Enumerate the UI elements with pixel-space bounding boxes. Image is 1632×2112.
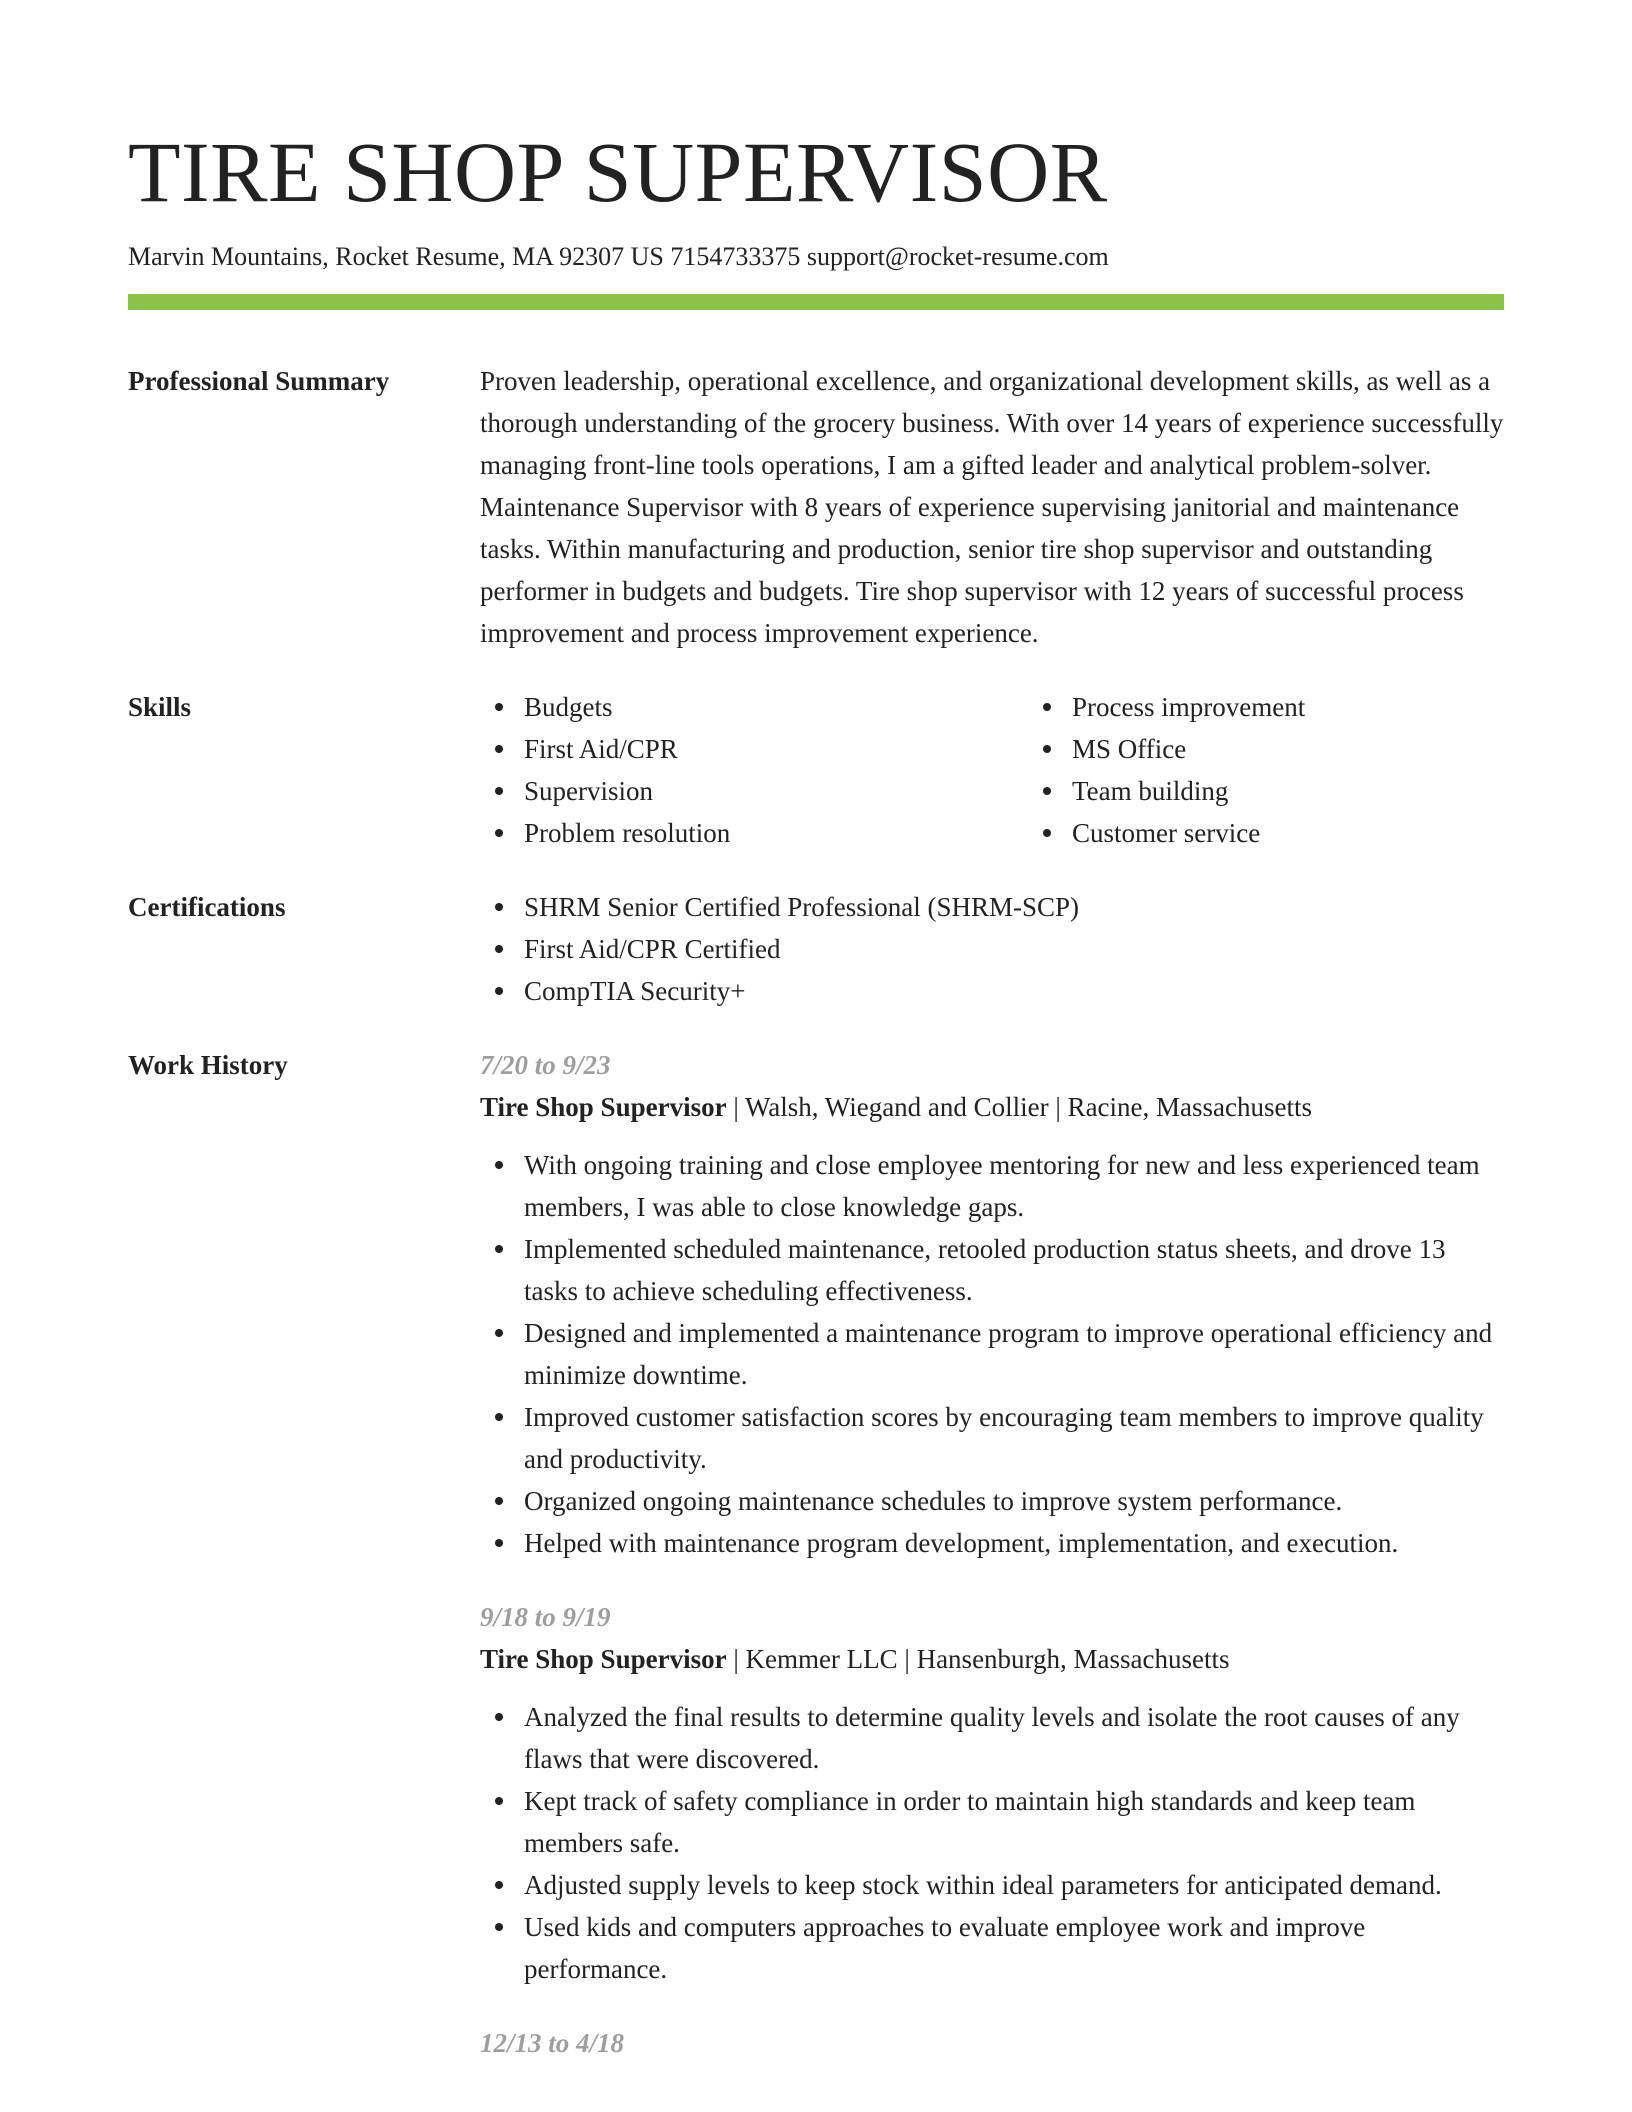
summary-section: [128, 360, 1504, 654]
section-heading: Certifications: [128, 892, 286, 922]
resume-page: [128, 120, 1504, 2064]
job-heading: [480, 1638, 1504, 1680]
section-heading: Work History: [128, 1050, 288, 1080]
contact-line: Marvin Mountains, Rocket Resume, MA 92307 US 7154733375 support@rocket-resume.com: [128, 242, 1109, 271]
certification-item: First Aid/CPR Certified: [524, 928, 1504, 970]
job-bullet: Used kids and computers approaches to evaluate employee work and improve performance.: [524, 1906, 1504, 1990]
job-bullet: With ongoing training and close employee mentoring for new and less experienced team members, I was able to close knowledge gaps.: [524, 1144, 1504, 1228]
skill-item: Customer service: [1072, 812, 1576, 854]
certifications-list: [480, 886, 1504, 1012]
skill-item: Team building: [1072, 770, 1576, 812]
skill-item: Problem resolution: [524, 812, 1028, 854]
job-bullets: [480, 1144, 1504, 1564]
resume-title: TIRE SHOP SUPERVISOR: [128, 124, 1108, 220]
skills-grid: [480, 686, 1576, 854]
job-entry: [480, 1596, 1504, 1990]
certifications-section: [128, 886, 1504, 1012]
job-bullet: Improved customer satisfaction scores by encouraging team members to improve quality and productivity.: [524, 1396, 1504, 1480]
job-bullet: Designed and implemented a maintenance program to improve operational efficiency and minimize downtime.: [524, 1312, 1504, 1396]
skills-list-left: [480, 686, 1028, 854]
job-title: Tire Shop Supervisor: [480, 1644, 727, 1674]
certification-item: SHRM Senior Certified Professional (SHRM-SCP): [524, 886, 1504, 928]
skill-item: Budgets: [524, 686, 1028, 728]
job-bullet: Helped with maintenance program development, implementation, and execution.: [524, 1522, 1504, 1564]
skills-section: [128, 686, 1504, 854]
job-bullet: Analyzed the final results to determine quality levels and isolate the root causes of any flaws that were discovered.: [524, 1696, 1504, 1780]
job-bullet: Kept track of safety compliance in order to maintain high standards and keep team members safe.: [524, 1780, 1504, 1864]
job-date: 7/20 to 9/23: [480, 1050, 611, 1080]
job-bullets: [480, 1696, 1504, 1990]
section-heading: Skills: [128, 692, 192, 722]
skill-item: Process improvement: [1072, 686, 1576, 728]
job-bullet: Adjusted supply levels to keep stock within ideal parameters for anticipated demand.: [524, 1864, 1504, 1906]
section-heading: Professional Summary: [128, 366, 390, 396]
job-date: 9/18 to 9/19: [480, 1602, 611, 1632]
job-details: | Kemmer LLC | Hansenburgh, Massachusetts: [726, 1644, 1230, 1674]
job-title: Tire Shop Supervisor: [480, 1092, 727, 1122]
job-bullet: Organized ongoing maintenance schedules to improve system performance.: [524, 1480, 1504, 1522]
job-entry: [480, 2022, 1504, 2064]
work-history-section: [128, 1044, 1504, 2064]
skill-item: MS Office: [1072, 728, 1576, 770]
job-heading: [480, 1086, 1504, 1128]
summary-text: Proven leadership, operational excellence, and organizational development skills, as well as a thorough understanding of the grocery business. With over 14 years of experience successfully managing front-line tools operations, I am a gifted leader and analytical problem-solver. Maintenance Supervisor with 8 years of experience supervising janitorial and maintenance tasks. Within manufacturing and production, senior tire shop supervisor and outstanding performer in budgets and budgets. Tire shop supervisor with 12 years of successful process improvement and process improvement experience.: [480, 366, 1504, 648]
skills-list-right: [1028, 686, 1576, 854]
job-date: 12/13 to 4/18: [480, 2028, 625, 2058]
skill-item: First Aid/CPR: [524, 728, 1028, 770]
accent-divider: [128, 294, 1504, 310]
job-entry: [480, 1044, 1504, 1564]
job-details: | Walsh, Wiegand and Collier | Racine, Massachusetts: [726, 1092, 1312, 1122]
skill-item: Supervision: [524, 770, 1028, 812]
certification-item: CompTIA Security+: [524, 970, 1504, 1012]
job-bullet: Implemented scheduled maintenance, retooled production status sheets, and drove 13 tasks to achieve scheduling effectiveness.: [524, 1228, 1504, 1312]
